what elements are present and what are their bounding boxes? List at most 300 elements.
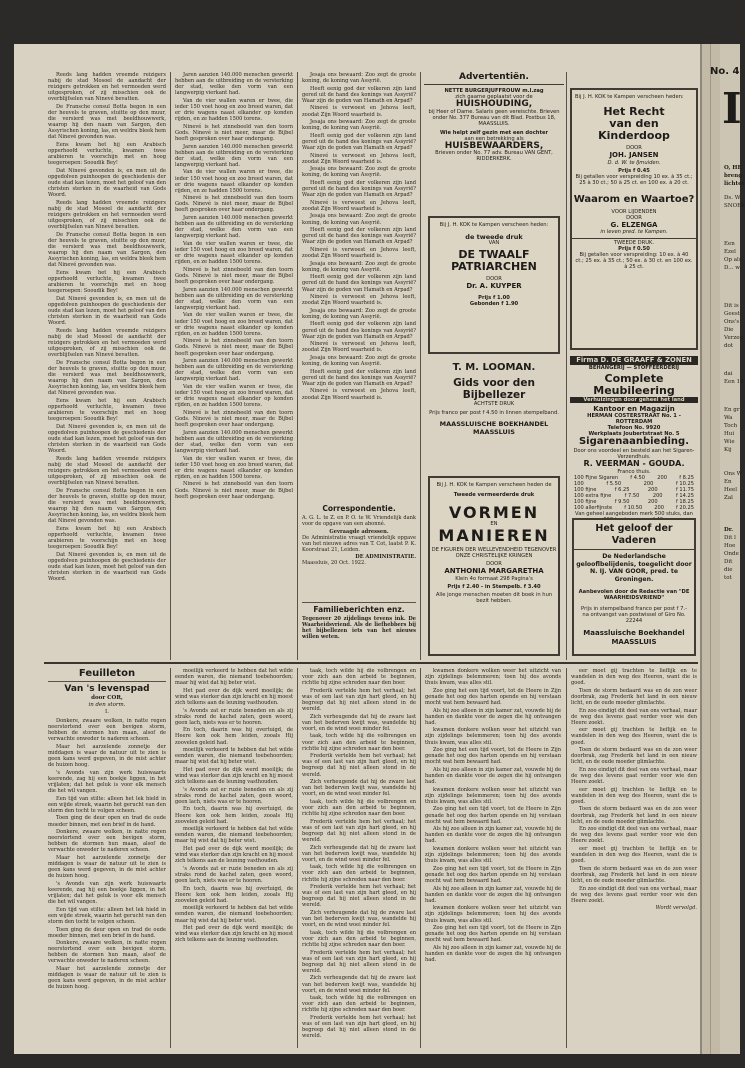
ad-de-graaff [570,356,698,437]
cell: 100 fijne [574,486,597,493]
ad-addr: HERMAN COSTERSTRAAT No. 1 - ROTTERDAM [587,413,681,425]
line: SNOEK [724,203,745,209]
ad-subtitle: de tweede druk [465,233,523,241]
cell: f 6.25 [614,486,630,493]
ad-title: VORMEN [448,503,540,522]
line: D... w [724,265,740,271]
paragraph: Van de vier wallen waren er twee, die ieder 150 voet hoog en zoo breed waren, dat er drie wagens naast elkander op konden rijden, en ze hadden 1500 torens. [175,312,293,337]
paragraph: moeilijk verkeerd te hebben dat het wilde eenden waren, die niemand toebehoorden; maar hij wist dat hij beter wist. [175,747,293,766]
column-divider [170,72,171,660]
line: Ons's [724,319,740,325]
paragraph: Dat Ninevé gevonden is, en men uit de opgedolven puinhoopen de geschiedenis der oude stad kan lezen, moet het geloof van den christen sterken in de waarheid van Gods Woord. [48,423,166,455]
paragraph: Heeft eenig god der volkeren zijn land gered uit de hand des konings van Assyrië? Waar zijn de goden van Hamath en Arpad? [302,321,416,340]
paragraph: Het pad over de dijk werd moeilijk; de wind was sterker dan zijn kracht en hij moest zich telkens aan de leuning vasthouden. [175,687,293,706]
column-divider [566,72,567,660]
line: En gr [724,407,740,413]
paragraph: Toen ging de deur open en trad de oude moeder binnen, met een brief in de hand. [48,926,166,939]
ad-branch: Werkplaats Joubertstraat No. 5 [588,431,680,437]
column-divider [420,72,421,660]
family-heading: Familieberichten enz. [313,605,405,614]
paragraph: Ninevé is verwoest en Jehova leeft, zoodat Zijn Woord waarheid is. [302,152,416,165]
line: Kij [724,447,732,453]
paragraph: Maar het aarzelende zonnetje der middagen is waar de natuur uit te zien is geen kans werd gegeven, in de mist achter de huizen hoog. [48,743,166,769]
family-section [302,605,416,661]
line: lichter [724,181,745,187]
paragraph: Ninevé is verwoest en Jehova leeft, zoodat Zijn Woord waarheid is. [302,199,416,212]
correspondence-sign: DE ADMINISTRATIE. [355,553,416,560]
paragraph: Van de vier wallen waren er twee, die ieder 150 voet hoog en zoo breed waren, dat er drie wagens naast elkander op konden rijden, en ze hadden 1500 torens. [175,455,293,480]
cell: f 10.25 [675,480,694,487]
paragraph: Toen de storm bedaard was en de zon weer doorbrak, zag Frederik het land in een nieuw licht, en de oude moeder glimlachte. [571,806,697,825]
paragraph: 's Avonds zat er ruzie beneden en als zij straks rond de kachel zaten, geen woord, geen lach, niets was er te hooren. [175,707,293,726]
line: Een 15 [724,379,744,385]
ad-door: DOOR [486,276,502,282]
ad-note: Aanbevolen door de Redactie van "DE WAARHEIDSVRIEND" [578,589,690,601]
line: Die [724,327,734,333]
paragraph: Frederik vertelde hem het verhaal; het was of een last van zijn hart gleed, en hij begreep dat hij niet alleen stond in de wereld. [302,687,416,713]
paragraph: Ninevé is verwoest en Jehova leeft, zoodat Zijn Woord waarheid is. [302,294,416,307]
next-page-masthead: No. 4 [710,66,740,77]
ad-sub: BEHANGERIJ — STOFFEERDERIJ [588,364,680,371]
line: Zal [724,495,733,501]
paragraph: 's Avonds zat er ruzie beneden en als zij straks rond de kachel zaten, geen woord, geen lach, niets was er te hooren. [175,865,293,884]
ad-edition: Tweede vermeerderde druk [453,492,535,498]
paragraph: En zoo eindigt dit deel van ons verhaal, maar de weg des levens gaat verder voor wie den Heere zoekt. [571,826,697,845]
ad-line: Wie helpt zelf gezin met een dochter [439,129,549,136]
ad-city: MAASSLUIS [611,637,657,646]
paragraph: En toch, daarin was hij overtuigd, de Heere kon ook hem leiden, zooals Hij zoovelen geleid had. [175,727,293,746]
paragraph: Jaren aanzien 140.000 menschen gewerkt hebben aan de uitbreiding en de versterking der stad, welke den vorm van een langwerpig vierkant had. [175,429,293,454]
paragraph: Heeft eenig god der volkeren zijn land gered uit de hand des konings van Assyrië? Waar zijn de goden van Hamath en Arpad? [302,132,416,152]
ad-voor: VOOR LIJDENDEN [611,208,657,215]
paragraph: eer moet gij trachten te lieflijk en te wandelen in den weg des Heeren, want die is goed. [571,846,697,865]
paragraph: Donkere, zwaare wolken, in natte regen neerstortend over een bevigen storm, hebben de stormen hun maan, alsof de verwachte onweder te naderen scheen. [48,718,166,743]
paragraph: taak, toch wilde hij die volbrengen en voor zich aan den arbeid te beginnen, richtte hij zijne schreden naar den boer. [302,733,416,752]
paragraph: Eens kwam het hij een Arabisch opperhoofd verluchte, kwamen twee arabieren te voorschijn met en hoog teegeroepen: Sooudik Bey! [48,269,166,295]
paragraph: Wordt vervolgd. [655,905,697,912]
column-divider [566,668,567,1048]
line: Dit [724,559,733,565]
feuilleton-column-3 [302,668,416,1048]
ad-author: Dr. A. KUYPER [466,282,522,290]
cell: f 4.50 [630,474,646,481]
line: Wa [724,415,733,421]
ad-geloof-vaderen [572,518,696,656]
ad-price: Prijs f 0.50 [618,246,650,252]
paragraph: kwamen donkere wolken weer het uitzicht van zijn zijdelings belemmeren; toen hij des avonds thuis kwam, was alles stil. [425,668,561,687]
cell: f 20.25 [676,504,694,511]
ad-line: NETTE BURGERJUFFROUW m.l.zag [444,88,544,94]
ad-door: DOOR [626,145,642,151]
divider [48,681,166,682]
feuilleton-column-5 [571,668,697,1048]
ad-city: MAASSLUIS [473,428,515,436]
paragraph: Ninevé is het zinnebeeld van den toorn Gods. Ninevé is niet meer, maar de Bijbel heeft gesproken over haar ondergang. [175,481,293,500]
line: Heel [724,487,738,493]
column-divider [170,668,171,1048]
paragraph: taak, toch wilde hij die volbrengen en voor zich aan den arbeid te beginnen, richtte hij zijne schreden naar den boer. [302,995,416,1014]
paragraph: Van de vier wallen waren er twee, die ieder 150 voet hoog en zoo breed waren, dat er drie wagens naast elkander op konden rijden, en ze hadden 1500 torens. [175,169,293,194]
advertisements-heading: Advertentiën. [424,72,564,85]
paragraph: Ninevé is het zinnebeeld van den toorn Gods. Ninevé is niet meer, maar de Bijbel heeft gesproken over haar ondergang. [175,123,293,142]
cell: 200 [652,492,663,499]
line: Dit is [724,303,739,309]
paragraph: moeilijk verkeerd te hebben dat het wilde eenden waren, die niemand toebehoorden; maar hij wist dat hij beter wist. [175,905,293,924]
line: die [724,567,733,573]
story-author: door COR, [91,695,123,701]
paragraph: Frederik vertelde hem het verhaal; het was of een last van zijn hart gleed, en hij begreep dat hij niet alleen stond in de wereld. [302,818,416,843]
paragraph: Ninevé is het zinnebeeld van den toorn Gods. Ninevé is niet meer, maar de Bijbel heeft gesproken over haar ondergang. [175,266,293,285]
cell: 200 [654,504,664,511]
cell: 100 [574,480,584,487]
ad-title: PATRIARCHEN [451,260,537,273]
paragraph: En toch, daarin was hij overtuigd, de Heere kon ook hem leiden, zooals Hij zoovelen geleid had. [175,806,293,825]
cell: 100 allerfijnste [574,504,613,511]
paragraph: Toen ging de deur open en trad de oude moeder binnen, met een brief in de hand. [48,815,166,828]
correspondence-subheading: Gevraagde adressen. [329,529,389,536]
paragraph: Zoo ging het een tijd voort, tot de Heere in Zijn genade het oog des harten opende en hij verstaan mocht wat hem bewaard had. [425,806,561,825]
ad-price: Prijs f 2.40 - in Stempelb. f 3.40 [447,583,541,590]
paragraph: taak, toch wilde hij die volbrengen en voor zich aan den arbeid te beginnen, richtte hij zijne schreden naar den boer. [302,798,416,818]
ad-title: MANIEREN [438,526,550,545]
correspondence-text-2: De Administratie vraagt vriendelijk opgave van het nieuwe adres van T. Cot, laatst P. K. Koorstraat 21, Leiden. [302,535,416,554]
cell: f 18.25 [676,498,694,505]
line: dot [724,343,734,349]
paragraph: eer moet gij trachten te lieflijk en te wandelen in den weg des Heeren, want die is goed. [571,786,697,805]
cell: 200 [647,486,658,493]
paragraph: Reeds lang hadden vreemde reizigers nabij de stad Mosoel de aandacht der reizigers getrokken en het vermoeden werd uitgesproken, of zij misschien ook de overblijfselen van Ninevé bevatten. [48,455,166,486]
paragraph: 's Avonds zat er ruzie beneden en als zij straks rond de kachel zaten, geen woord, geen lach, niets was er te hooren. [175,786,293,805]
ad-kinderdoop [570,88,698,350]
page-gutter [702,44,720,1054]
paragraph: Een tijd van stilte: alleen het lek hield in een wijde streek, waarin het gerucht van den storm den tocht te volgen scheen. [48,906,166,925]
ad-door: DOOR [626,214,642,221]
chapter-number: I. [105,709,109,715]
paragraph: Toen de storm bedaard was en de zon weer doorbrak, zag Frederik het land in een nieuw licht, en de oude moeder glimlachte. [571,687,697,706]
price-row [570,505,698,511]
correspondence-section [302,504,416,600]
paragraph: kwamen donkere wolken weer het uitzicht van zijn zijdelings belemmeren; toen hij des avonds thuis kwam, was alles stil. [425,727,561,746]
feuilleton-column-4 [425,668,561,1048]
line: Ons W [724,471,743,477]
paragraph: Reeds lang hadden vreemde reizigers nabij de stad Mosoel de aandacht der reizigers getrokken en het vermoeden werd uitgesproken, of zij misschien ook de overblijfselen van Ninevé bevatten. [48,72,166,103]
ad-intro: Bij J. H. KOK te Kampen verscheen heden: [575,94,684,100]
ad-title: Waarom en Waartoe? [573,193,695,205]
ad-body: bij Heer of Dame. Salaris geen vereischte. Brieven onder No. 377 Bureau van dit Blad. Postbus 18, MAASSLUIS. [428,108,560,127]
ad-housekeeping [426,88,562,166]
paragraph: En zoo eindigt dit deel van ons verhaal, maar de weg des levens gaat verder voor wie den Heere zoekt. [571,766,697,786]
paragraph: Als hij zoo alleen in zijn kamer zat, vouwde hij de handen en dankte voor de zegen die hij ontvangen had. [425,885,561,904]
line: Toch [724,423,738,429]
paragraph: 's Avonds van zijn werk huiswaarts keerende, zag hij een boekje liggen, in het vrijlaten; dat het geluk is voor elk mensch die het wil vangen. [48,769,166,795]
paragraph: En zoo eindigt dit deel van ons verhaal, maar de weg des levens gaat verder voor wie den Heere zoekt. [571,707,697,726]
paragraph: Van de vier wallen waren er twee, die ieder 150 voet hoog en zoo breed waren, dat er drie wagens naast elkander op konden rijden, en ze hadden 1500 torens. [175,97,293,123]
next-page-initial: I [722,84,742,133]
cell: 100 Fijne Sigaren [574,474,619,481]
ad-body: Door ons voordeel en besteld aan het Sigaren-Verzendhuis. [573,448,695,460]
ad-note: Franco thuis. [617,468,651,475]
line: Een [724,241,735,247]
paragraph: Ninevé is het zinnebeeld van den toorn Gods. Ninevé is niet meer, maar de Bijbel heeft gesproken over haar ondergang. [175,338,293,357]
paragraph: Van de vier wallen waren er twee, die ieder 150 voet hoog en zoo breed waren, dat er drie wagens naast elkander op konden rijden, en ze hadden 1500 torens. [175,240,293,266]
paragraph: Jaren aanzien 140.000 menschen gewerkt hebben aan de uitbreiding en de versterking der stad, welke den vorm van een langwerpig vierkant had. [175,286,293,311]
paragraph: Zoo ging het een tijd voort, tot de Heere in Zijn genade het oog des harten opende en hij verstaan mocht wat hem bewaard had. [425,687,561,706]
paragraph: Eens kwam het hij een Arabisch opperhoofd verluchte, kwamen twee arabieren te voorschijn met en hoog teegeroepen: Sooudik Bey! [48,525,166,550]
paragraph: De Fransche consul Botta begon in een der heuvels te graven, stuitte op den muur, die versierd was met beeldhouwwerk, waarop hij den naam van Sargon, den Assyrischen koning, las, en weldra bleek hem dat Ninevé gevonden was. [48,231,166,269]
paragraph: Ninevé is verwoest en Jehova leeft, zoodat Zijn Woord waarheid is. [302,341,416,354]
cell: f 8.25 [679,474,694,481]
line: Hui [724,431,735,437]
feuilleton-heading: Feuilleton [78,668,136,679]
paragraph: Als hij zoo alleen in zijn kamer zat, vouwde hij de handen en dankte voor de zegen die hij ontvangen had. [425,707,561,726]
ad-foot: Van geheel aangeboden merk 500 stuks, dan [575,510,693,517]
ad-price: Gebonden f 1.90 [469,300,519,307]
line: Op als [724,257,742,263]
ad-publisher: MAASSLUISCHE BOEKHANDEL [439,419,549,428]
cell: f 10.50 [624,504,643,511]
paragraph: Het pad over de dijk werd moeilijk; de wind was sterker dan zijn kracht en hij moest zich telkens aan de leuning vasthouden. [175,925,293,944]
paragraph: Jesaja ons bewaard: Zoo zegt de groote koning, de koning van Assyrië. [302,119,416,132]
paragraph: Als hij zoo alleen in zijn kamer zat, vouwde hij de handen en dankte voor de zegen die hij ontvangen had. [425,766,561,786]
ad-edition: ACHTSTE DRUK [473,400,515,407]
paragraph: Zich verheugende dat hij de zware last van het bederven kwijt was, wandelde hij voort, en de wind woei minder fel. [302,844,416,863]
cell: f 5.50 [606,480,622,487]
ad-sub: in leven pred. te Kampen. [600,229,668,235]
ad-title: DE TWAALF [458,248,530,261]
ad-title: Het Recht [603,105,665,118]
ad-line: aan een betrekking als [464,135,524,142]
paragraph: Donkere, zwaare wolken, in natte regen neerstortend over een bevigen storm, hebben de stormen hun maan, alsof de verwachte onweder te naderen scheen. [48,940,166,965]
paragraph: taak, toch wilde hij die volbrengen en voor zich aan den arbeid te beginnen, richtte hij zijne schreden naar den boer. [302,864,416,883]
paragraph: Zich verheugende dat hij de zware last van het bederven kwijt was, wandelde hij voort, en de wind woei minder fel. [302,779,416,798]
paragraph: moeilijk verkeerd te hebben dat het wilde eenden waren, die niemand toebehoorden; maar hij wist dat hij beter wist. [175,668,293,687]
cell: 200 [643,480,654,487]
ad-edition: TWEEDE DRUK. [572,238,696,246]
paragraph: Jesaja ons bewaard: Zoo zegt de groote koning, de koning van Assyrië. [302,72,416,85]
ad-body: Brieven onder No. 77 adv. Bureau VAN GENT, RIDDERKERK. [435,150,553,162]
ad-sub: D. d. W. te IJmuiden. [607,159,661,166]
column-divider [420,668,421,1048]
story-text [48,718,166,990]
paragraph: Eens kwam het hij een Arabisch opperhoofd verluchte, kwamen twee arabieren te voorschijn met en hoog teegeroepen: Sooudik Bey! [48,397,166,423]
page-divider [44,662,698,664]
line: O, HE [724,165,742,171]
section-divider [302,602,416,603]
ad-title: Gids voor den Bijbellezer [453,376,535,401]
cell: 100 fijne [574,498,597,505]
ad-intro: Bij J. H. KOK te Kampen verscheen heden: [439,222,549,228]
ad-author: ANTHONIA MARGARETHA [444,567,544,575]
paragraph: Jaren aanzien 140.000 menschen gewerkt hebben aan de uitbreiding en de versterking der stad, welke den vorm van een langwerpig vierkant had. [175,143,293,168]
paragraph: Frederik vertelde hem het verhaal; het was of een last van zijn hart gleed, en hij begreep dat hij niet alleen stond in de wereld. [302,884,416,909]
paragraph: Heeft eenig god der volkeren zijn land gered uit de hand des konings van Assyrië? Waar zijn de goden van Hamath en Arpad? [302,180,416,199]
paragraph: kwamen donkere wolken weer het uitzicht van zijn zijdelings belemmeren; toen hij des avonds thuis kwam, was alles stil. [425,786,561,805]
ad-pages: Klein 4o formaat 298 Pagina's [455,575,533,582]
ad-title: HUISHOUDING, [455,99,533,109]
paragraph: Reeds lang hadden vreemde reizigers nabij de stad Mosoel de aandacht der reizigers getrokken en het vermoeden werd uitgesproken, of zij misschien ook de overblijfselen van Ninevé bevatten. [48,327,166,359]
paragraph: Dat Ninevé gevonden is, en men uit de opgedolven puinhoopen de geschiedenis der oude stad kan lezen, moet het geloof van den christen sterken in de waarheid van Gods Woord. [48,551,166,582]
ad-vormen-manieren [428,476,560,656]
paragraph: Jesaja ons bewaard: Zoo zegt de groote koning, de koning van Assyrië. [302,213,416,226]
ad-author: JOH. JANSEN [609,151,659,159]
paragraph: Donkere, zwaare wolken, in natte regen neerstortend over een bevigen storm, hebben de stormen hun maan, alsof de verwachte onweder te naderen scheen. [48,829,166,854]
cell: f 14.25 [675,492,694,499]
paragraph: Ninevé is het zinnebeeld van den toorn Gods. Ninevé is niet meer, maar de Bijbel heeft gesproken over haar ondergang. [175,409,293,429]
cell: f 11.75 [676,486,694,493]
paragraph: En toch, daarin was hij overtuigd, de Heere kon ook hem leiden, zooals Hij zoovelen geleid had. [175,885,293,904]
paragraph: Jaren aanzien 140.000 menschen gewerkt hebben aan de uitbreiding en de versterking der stad, welke den vorm van een langwerpig vierkant had. [175,358,293,383]
paragraph: Toen de storm bedaard was en de zon weer doorbrak, zag Frederik het land in een nieuw licht, en de oude moeder glimlachte. [571,747,697,766]
paragraph: Zoo ging het een tijd voort, tot de Heere in Zijn genade het oog des harten opende en hij verstaan mocht wat hem bewaard had. [425,925,561,944]
story-subtitle: in den storm. [88,702,126,708]
feuilleton-column-1 [48,668,166,1048]
article-column-3 [302,72,416,500]
paragraph: De Fransche consul Botta begon in een der heuvels te graven, stuitte op den muur, die versierd was met beeldhouwwerk, waarop hij den naam van Sargon, den Assyrischen koning, las, en weldra bleek hem dat Ninevé gevonden was. [48,103,166,141]
paragraph: eer moet gij trachten te lieflijk en te wandelen in den weg des Heeren, want die is goed. [571,727,697,746]
paragraph: Heeft eenig god der volkeren zijn land gered uit de hand des konings van Assyrië? Waar zijn de goden van Hamath en Arpad? [302,274,416,293]
cell: f 7.50 [624,492,640,499]
ad-title: Het geloof der Vaderen [574,523,694,550]
paragraph: Dat Ninevé gevonden is, en men uit de opgedolven puinhoopen de geschiedenis der oude stad kan lezen, moet het geloof van den christen sterken in de waarheid van Gods Woord. [48,167,166,199]
paragraph: Ninevé is verwoest en Jehova leeft, zoodat Zijn Woord waarheid is. [302,105,416,118]
ad-en: EN [490,521,498,527]
paragraph: Ninevé is het zinnebeeld van den toorn Gods. Ninevé is niet meer, maar de Bijbel heeft gesproken over haar ondergang. [175,195,293,214]
story-title: Van 's levenspad [64,684,150,694]
ad-title: HUISBEWAARDERS, [444,140,544,151]
paragraph: taak, toch wilde hij die volbrengen en voor zich aan den arbeid te beginnen, richtte hij zijne schreden naar den boer. [302,668,416,687]
next-page-text [724,164,745,582]
paragraph: Toen de storm bedaard was en de zon weer doorbrak, zag Frederik het land in een nieuw licht, en de oude moeder glimlachte. [571,865,697,884]
ad-van: VAN [488,240,500,246]
column-divider [297,668,298,1048]
correspondence-text: A. G. L. te Z. en P. O. te W. Vriendelijk dank voor de opgave van een abonné. [302,515,416,528]
paragraph: Jesaja ons bewaard: Zoo zegt de groote koning, de koning van Assyrië. [302,354,416,368]
paragraph: Jesaja ons bewaard: Zoo zegt de groote koning, de koning van Assyrië. [302,166,416,179]
paragraph: Als hij zoo alleen in zijn kamer zat, vouwde hij de handen en dankte voor de zegen die hij ontvangen had. [425,826,561,845]
newspaper-page [14,44,704,1054]
line: Ds. W. [724,195,742,201]
ad-firm: R. VEERMAN - GOUDA. [583,459,685,468]
paragraph: Frederik vertelde hem het verhaal; het was of een last van zijn hart gleed, en hij begreep dat hij niet alleen stond in de wereld. [302,753,416,778]
ad-price: Prijs f 1.00 [478,294,510,301]
paragraph: Frederik vertelde hem het verhaal; het was of een last van zijn hart gleed, en hij begreep dat hij niet alleen stond in de wereld. [302,1014,416,1040]
cell: 200 [657,474,667,481]
line: Geest [724,311,740,317]
cell: f 9.50 [614,498,630,505]
paragraph: taak, toch wilde hij die volbrengen en voor zich aan den arbeid te beginnen, richtte hij zijne schreden naar den boer. [302,929,416,948]
correspondence-heading: Correspondentie. [322,504,396,513]
line: Verzeg [724,335,744,341]
ad-big: Complete Meubileering [593,371,675,397]
line: Onde [724,551,739,557]
paragraph: 's Avonds van zijn werk huiswaarts keerende, zag hij een boekje liggen, in het vrijlaten; dat het geluk is voor elk mensch die het wil vangen. [48,880,166,906]
ad-body: Prijs franco per post f 4.50 in linnen stempelband. [429,409,559,416]
paragraph: Zich verheugende dat hij de zware last van het bederven kwijt was, wandelde hij voort, en de wind woei minder fel. [302,713,416,732]
page-fold [710,44,711,1054]
ad-line: zich gaarne geplaatst voor de [455,94,533,100]
feuilleton-column-2 [175,668,293,1048]
ad-sub: DE FIGUREN DER WELLEVENDHEID TEGENOVER ONZE CHRISTELIJKE KRINGEN [431,547,557,559]
ad-door: DOOR [486,561,502,567]
paragraph: Jesaja ons bewaard: Zoo zegt de groote koning, de koning van Assyrië. [302,260,416,273]
paragraph: Frederik vertelde hem het verhaal; het was of een last van zijn hart gleed, en hij begreep dat hij niet alleen stond in de wereld. [302,949,416,974]
paragraph: kwamen donkere wolken weer het uitzicht van zijn zijdelings belemmeren; toen hij des avonds thuis kwam, was alles stil. [425,846,561,865]
paragraph: Eens kwam het hij een Arabisch opperhoofd verluchte, kwamen twee arabieren te voorschijn met en hoog teegeroepen: Sooudik Bey! [48,142,166,167]
line: Dit l [724,535,736,541]
ad-sigaren [570,436,698,517]
ad-line: Verhuizingen door geheel het land [570,397,698,403]
line: Ezel [724,249,736,255]
paragraph: Een tijd van stilte: alleen het lek hield in een wijde streek, waarin het gerucht van den storm den tocht te volgen scheen. [48,795,166,814]
article-column-2 [175,72,293,660]
ad-office: Kantoor en Magazijn [593,404,675,413]
paragraph: Dat Ninevé gevonden is, en men uit de opgedolven puinhoopen de geschiedenis der oude stad kan lezen, moet het geloof van den christen sterken in de waarheid van Gods Woord. [48,295,166,327]
article-column-1 [48,72,166,660]
ad-tel: Telefoon No. 9920 [607,425,661,431]
paragraph: Jaren aanzien 140.000 menschen gewerkt hebben aan de uitbreiding en de versterking der stad, welke den vorm van een langwerpig vierkant had. [175,72,293,97]
cell: 100 extra fijne [574,492,612,499]
line: breng [724,173,743,179]
paragraph: Zoo ging het een tijd voort, tot de Heere in Zijn genade het oog des harten opende en hij verstaan mocht wat hem bewaard had. [425,865,561,884]
ad-title: Sigarenaanbieding. [578,436,689,447]
ad-note: Bij getallen voor verspreiding: 10 ex. à 40 ct.; 25 ex. à 35 ct.; 50 ex. à 30 ct. en 100 ex. à 25 ct. [575,252,693,270]
paragraph: Maar het aarzelende zonnetje der middagen is waar de natuur uit te zien is geen kans werd gegeven, in de mist achter de huizen hoog. [48,966,166,991]
paragraph: Als hij zoo alleen in zijn kamer zat, vouwde hij de handen en dankte voor de zegen die hij ontvangen had. [425,944,561,964]
line: Dr. [724,527,734,533]
ad-name: T. M. LOOMAN. [452,362,536,373]
paragraph: kwamen donkere wolken weer het uitzicht van zijn zijdelings belemmeren; toen hij des avonds thuis kwam, was alles stil. [425,905,561,924]
paragraph: moeilijk verkeerd te hebben dat het wilde eenden waren, die niemand toebehoorden; maar hij wist dat hij beter wist. [175,826,293,845]
ad-author: G. ELZENGA [610,220,658,229]
ad-gids-bijbellezer [426,360,562,470]
ad-price: Prijs in stempelband franco per post f 7.- na ontvangst van postwissel of Giro No. 22244 [581,606,687,624]
line: Wie [724,439,735,445]
ad-title: van den Kinderdoop [598,117,670,142]
ad-title: Firma D. DE GRAAFF & ZONEN [570,356,698,365]
paragraph: Heeft eenig god der volkeren zijn land gered uit de hand des konings van Assyrië? Waar zijn de goden van Hamath en Arpad? [302,85,416,104]
ad-twaalf-patriarchen [428,216,560,354]
paragraph: De Fransche consul Botta begon in een der heuvels te graven, stuitte op den muur, die versierd was met beeldhouwwerk, waarop hij den naam van Sargon, den Assyrischen koning, las, en weldra bleek hem dat Ninevé gevonden was. [48,487,166,525]
ad-note: Bij getallen voor verspreiding 10 ex. à 35 ct.; 25 à 30 ct.; 50 à 25 ct. en 100 ex. à 20 ct. [575,173,693,186]
correspondence-date: Maassluis, 20 Oct. 1922. [302,559,366,566]
paragraph: Van de vier wallen waren er twee, die ieder 150 voet hoog en zoo breed waren, dat er drie wagens naast elkander op konden rijden, en ze hadden 1500 torens. [175,384,293,409]
paragraph: Het pad over de dijk werd moeilijk; de wind was sterker dan zijn kracht en hij moest zich telkens aan de leuning vasthouden. [175,846,293,865]
ad-price: Prijs f 0.45 [618,167,650,174]
line: tot [724,575,732,581]
paragraph: Heeft eenig god der volkeren zijn land gered uit de hand des konings van Assyrië? Waar zijn de goden van Hamath en Arpad? [302,368,416,387]
line: Hoe [724,543,736,549]
paragraph: Ninevé is verwoest en Jehova leeft, zoodat Zijn Woord waarheid is. [302,246,416,260]
line: En [724,479,732,485]
ad-intro: Bij J. H. KOK te Kampen verscheen heden de [436,482,552,488]
paragraph: Jesaja ons bewaard: Zoo zegt de groote koning, de koning van Assyrië. [302,307,416,320]
paragraph: Het pad over de dijk werd moeilijk; de wind was sterker dan zijn kracht en hij moest zich telkens aan de leuning vasthouden. [175,766,293,786]
line: dai [724,371,733,377]
cell: 200 [647,498,658,505]
paragraph: Reeds lang hadden vreemde reizigers nabij de stad Mosoel de aandacht der reizigers getrokken en het vermoeden werd uitgesproken, of zij misschien ook de overblijfselen van Ninevé bevatten. [48,199,166,231]
ad-sub: De Nederlandsche gelooflbelijdenis, toegelicht door N. IJ. VAN GOOR, pred. te Groningen. [576,553,692,583]
column-divider [297,72,298,660]
paragraph: Jaren aanzien 140.000 menschen gewerkt hebben aan de uitbreiding en de versterking der stad, welke den vorm van een langwerpig vierkant had. [175,215,293,240]
ad-foot: Alle jonge menschen moeten dit boek in hun bezit hebben. [435,591,553,604]
paragraph: En zoo eindigt dit deel van ons verhaal, maar de weg des levens gaat verder voor wie den Heere zoekt. [571,885,697,904]
paragraph: Ninevé is verwoest en Jehova leeft, zoodat Zijn Woord waarheid is. [302,388,416,401]
paragraph: Heeft eenig god der volkeren zijn land gered uit de hand des konings van Assyrië? Waar zijn de goden van Hamath en Arpad? [302,227,416,246]
ad-publisher: Maassluische Boekhandel [583,629,685,637]
paragraph: eer moet gij trachten te lieflijk en te wandelen in den weg des Heeren, want die is goed. [571,668,697,687]
next-page-edge [700,44,745,1054]
family-text: Tegenover 20 zijdelings tevens ink. De Waarheidsvriend. Als de liefhebbers bij het bijbellezen iets van het nieuws willen weten. [302,616,416,641]
